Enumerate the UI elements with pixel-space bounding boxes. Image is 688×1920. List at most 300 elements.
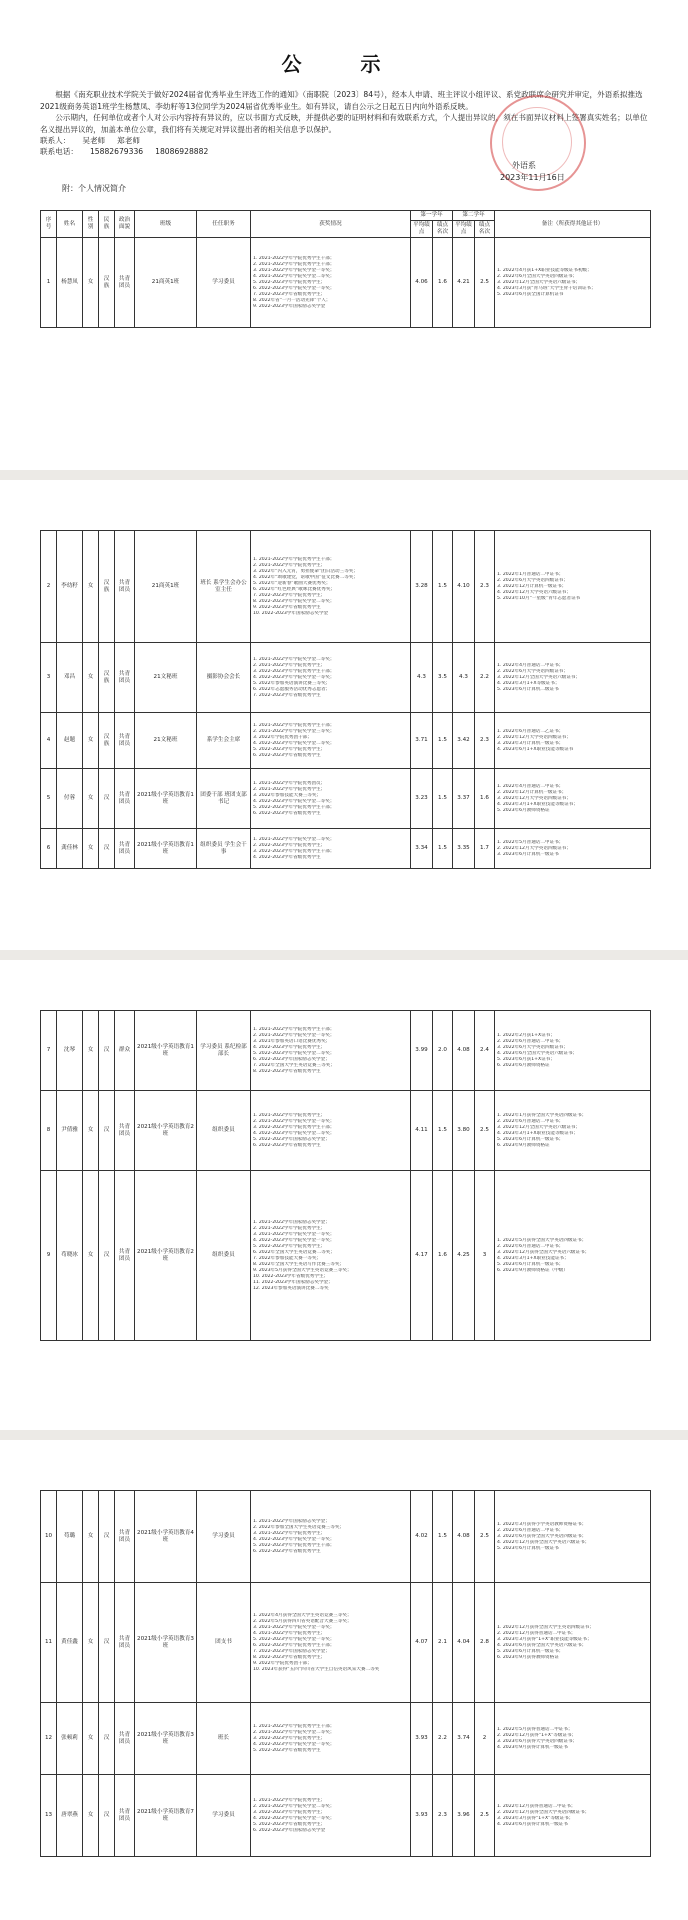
student-political: 共青团员	[115, 1171, 135, 1341]
award-item: 1. 2021-2022学年学院优秀学生；	[253, 1797, 326, 1803]
student-class: 21商英1班	[135, 531, 197, 643]
certificate-item: 1. 2022年12月获得普通话二甲证书；	[497, 1803, 576, 1809]
student-name: 沈琴	[57, 1011, 83, 1091]
gpa-year1: 4.17	[411, 1171, 433, 1341]
award-item: 4. 2022年“颂歌建党，讴歌中国”征文比赛二等奖；	[253, 574, 358, 580]
student-name: 唐翠燕	[57, 1775, 83, 1857]
gpa-year2: 4.3	[453, 643, 475, 713]
student-ethnic: 汉族	[99, 531, 115, 643]
award-item: 7. 2022-2023学年省级优秀学生	[253, 692, 321, 698]
student-awards	[251, 643, 411, 713]
award-item: 2. 2021-2022学年学院奖学金一等奖；	[253, 1032, 335, 1038]
award-item: 5. 2022-2023学年省级优秀学生；	[253, 1821, 326, 1827]
student-certificates	[495, 829, 651, 869]
student-awards	[251, 1011, 411, 1091]
header-ethnic: 民族	[99, 211, 115, 238]
student-political: 共青团员	[115, 829, 135, 869]
certificate-item: 2. 2022年12月大学英语四级证书；	[497, 734, 571, 740]
gpa-year1: 3.93	[411, 1775, 433, 1857]
student-gender: 女	[83, 1091, 99, 1171]
student-gender: 女	[83, 238, 99, 328]
student-gender: 女	[83, 1011, 99, 1091]
certificate-item: 1. 2022年4月获1+X职业技能等级证书初级；	[497, 267, 592, 273]
rank-year1: 2.1	[433, 1583, 453, 1703]
student-position: 组织委员	[197, 1091, 251, 1171]
student-name: 苟晓冰	[57, 1171, 83, 1341]
student-no: 4	[41, 713, 57, 769]
certificate-item: 4. 2022年12月大学英语六级证书；	[497, 589, 571, 595]
gpa-year1: 3.23	[411, 769, 433, 829]
award-item: 6. 2022年全国大学生英语竞赛二等奖；	[253, 1249, 335, 1255]
award-item: 4. 2022-2023学年学院奖学金二等奖；	[253, 1130, 335, 1136]
award-item: 4. 2022-2023学年学院奖学金二等奖；	[253, 740, 335, 746]
award-item: 3. 2021-2022学年学院优秀学生；	[253, 1530, 326, 1536]
header-year1: 第一学年	[411, 211, 453, 221]
student-no: 9	[41, 1171, 57, 1341]
award-item: 2. 2021-2022学年学院优秀学生；	[253, 662, 326, 668]
student-name: 尹倩雅	[57, 1091, 83, 1171]
student-no: 7	[41, 1011, 57, 1091]
rank-year1: 1.5	[433, 713, 453, 769]
student-awards	[251, 829, 411, 869]
rank-year2: 2.5	[475, 1775, 495, 1857]
certificate-item: 4. 2023年6月全国大学英语六级证书；	[497, 1050, 578, 1056]
certificate-item: 1. 2022年5月普通话二甲证书；	[497, 839, 564, 845]
award-item: 1. 2021-2022学年学院奖学金二等奖；	[253, 836, 335, 842]
award-item: 4. 2022-2023学年学院奖学金一等奖；	[253, 1741, 335, 1747]
notice-paragraph-2: 公示期内，任何单位或者个人对公示内容持有异议的，应以书面方式反映，并提供必要的证明材料和有效联系方式，个人提出异议的，须在书面异议材料上签署真实姓名；以单位名义提出异议的，加盖本单位公章，我们将有关规定对异议提出者的相关信息予以保护。	[40, 113, 648, 134]
document-page-2	[0, 480, 688, 950]
award-item: 2. 2021-2022学年学院奖学金三等奖；	[253, 728, 335, 734]
certificate-item: 4. 2023年3月1+X职业技能等级证书；	[497, 1130, 578, 1136]
header-political: 政治面貌	[115, 211, 135, 238]
student-political: 共青团员	[115, 1091, 135, 1171]
certificate-item: 4. 2023年6月1+X职业技能等级证书	[497, 746, 574, 752]
certificate-item: 3. 2022年12月获得全国大学英语六级证书；	[497, 1249, 590, 1255]
table-header-row	[41, 211, 651, 221]
certificate-item: 2. 2022年12月获得全国大学英语四级证书；	[497, 1809, 590, 1815]
certificate-item: 3. 2023年3月计算机一级证书；	[497, 740, 564, 746]
certificate-item: 1. 2022年12月获得全国大学生英语四级证书；	[497, 1624, 594, 1630]
certificate-item: 4. 2023年3月获“青马班”大学生骨干培训证书；	[497, 285, 596, 291]
student-awards	[251, 531, 411, 643]
award-item: 1. 2021-2022学年学院优秀学生干部；	[253, 1723, 335, 1729]
certificate-item: 6. 2023年9月获得教师资格证	[497, 1654, 559, 1660]
student-political: 共青团员	[115, 238, 135, 328]
header-awards: 获奖情况	[251, 211, 411, 238]
certificate-item: 6. 2023年9月教师资格证（中级）	[497, 1267, 568, 1273]
certificate-item: 3. 2022年12月全国大学英语六级证书；	[497, 674, 581, 680]
certificate-item: 1. 2022年2月获1+X证书；	[497, 1032, 555, 1038]
award-item: 5. 2022-2023学年学院优秀学生；	[253, 746, 326, 752]
award-item: 2. 2021-2022学年学院优秀学生干部；	[253, 261, 335, 267]
student-awards	[251, 1491, 411, 1583]
student-political: 群众	[115, 1011, 135, 1091]
student-position: 班长	[197, 1703, 251, 1775]
student-position: 学习委员 系纪检部部长	[197, 1011, 251, 1091]
rank-year2: 2.2	[475, 643, 495, 713]
student-name: 苟璐	[57, 1491, 83, 1583]
award-item: 3. 2022-2023学年学院优秀学生干部；	[253, 848, 335, 854]
student-certificates	[495, 1171, 651, 1341]
certificate-item: 4. 2023年3月1+X职业技能证书；	[497, 1255, 569, 1261]
rank-year1: 1.5	[433, 1491, 453, 1583]
award-item: 2. 2021-2022学年学院奖学金二等奖；	[253, 1803, 335, 1809]
contact-person-1: 吴老师	[82, 136, 106, 145]
student-name: 赵题	[57, 713, 83, 769]
student-ethnic: 汉	[99, 1775, 115, 1857]
document-page-1	[0, 0, 688, 470]
student-class: 21文秘班	[135, 713, 197, 769]
certificate-item: 2. 2022年6月普通话二甲证书；	[497, 1038, 564, 1044]
student-certificates	[495, 1491, 651, 1583]
header-year2: 第二学年	[453, 211, 495, 221]
gpa-year2: 3.80	[453, 1091, 475, 1171]
student-position: 团委干部 班团支部书记	[197, 769, 251, 829]
student-certificates	[495, 1583, 651, 1703]
student-position: 摄影协会会长	[197, 643, 251, 713]
certificate-item: 2. 2022年6月普通话二甲证书；	[497, 1118, 564, 1124]
gpa-year2: 3.74	[453, 1703, 475, 1775]
student-ethnic: 汉族	[99, 238, 115, 328]
student-certificates	[495, 1703, 651, 1775]
award-item: 6. 2022-2023学年学院优秀学生干部；	[253, 1642, 335, 1648]
gpa-year1: 4.3	[411, 643, 433, 713]
award-item: 7. 2022-2023学年国家励志奖学金；	[253, 1648, 330, 1654]
award-item: 7. 2022年全国大学生英语竞赛三等奖；	[253, 1062, 335, 1068]
award-item: 8. 2022年省“一月一活动先锋”个人；	[253, 297, 331, 303]
student-name: 黄佳鑫	[57, 1583, 83, 1703]
award-item: 6. 2022年志愿服务活动优秀志愿者；	[253, 686, 331, 692]
rank-year2: 1.6	[475, 769, 495, 829]
student-ethnic: 汉族	[99, 713, 115, 769]
rank-year2: 2.3	[475, 713, 495, 769]
student-awards	[251, 713, 411, 769]
student-certificates	[495, 1775, 651, 1857]
award-item: 9. 2022年学院优秀团干部；	[253, 1660, 312, 1666]
award-item: 4. 2022-2023学年学院奖学金一等奖；	[253, 674, 335, 680]
student-ethnic: 汉	[99, 1171, 115, 1341]
gpa-year1: 3.28	[411, 531, 433, 643]
contact-person-2: 郑老师	[117, 136, 140, 145]
student-political: 共青团员	[115, 643, 135, 713]
award-item: 12. 2023年参加英语演讲比赛二等奖	[253, 1285, 329, 1291]
student-no: 10	[41, 1491, 57, 1583]
certificate-item: 2. 2022年12月获得普通话二甲证书；	[497, 1630, 576, 1636]
award-item: 3. 2022年“闪入元宵，勇担使命”团日活动三等奖；	[253, 568, 358, 574]
header-rank-2: 绩点名次	[475, 221, 495, 238]
header-rank-1: 绩点名次	[433, 221, 453, 238]
award-item: 1. 2021-2022学年学院优秀学生干部；	[253, 722, 335, 728]
certificate-item: 1. 2022年5月获得全国大学英语四级证书；	[497, 1237, 587, 1243]
rank-year2: 2.4	[475, 1011, 495, 1091]
issuing-department: 外语系	[512, 161, 536, 170]
award-item: 3. 2021年参加英语口语比赛优秀奖；	[253, 1038, 331, 1044]
award-item: 3. 2021-2022学年学院奖学金一等奖；	[253, 1624, 335, 1630]
student-position: 组织委员	[197, 1171, 251, 1341]
award-item: 4. 2021-2022学年学院奖学金二等奖；	[253, 273, 335, 279]
award-item: 5. 2022-2023学年省级优秀学生	[253, 1747, 321, 1753]
student-political: 共青团员	[115, 769, 135, 829]
gpa-year2: 4.08	[453, 1491, 475, 1583]
student-certificates	[495, 1091, 651, 1171]
certificate-item: 3. 2022年12月全国大学英语六级证书；	[497, 279, 581, 285]
student-no: 2	[41, 531, 57, 643]
document-page-3	[0, 960, 688, 1430]
certificate-item: 5. 2023年6月计算机一级证书；	[497, 1261, 564, 1267]
award-item: 8. 2022年全国大学生英语写作比赛三等奖；	[253, 1261, 345, 1267]
certificate-item: 2. 2022年6月全国大学英语四级证书；	[497, 273, 578, 279]
award-item: 2. 2021-2022学年学院奖学金一等奖；	[253, 1118, 335, 1124]
student-no: 1	[41, 238, 57, 328]
student-awards	[251, 1171, 411, 1341]
rank-year2: 3	[475, 1171, 495, 1341]
student-class: 2021级小学英语教育2班	[135, 1171, 197, 1341]
student-no: 11	[41, 1583, 57, 1703]
award-item: 8. 2022-2023学年学院奖学金二等奖；	[253, 598, 335, 604]
phone-line: 联系电话： 15882679336 18086928882	[40, 147, 209, 156]
certificate-item: 1. 2022年5月获得普通话二甲证书；	[497, 1726, 573, 1732]
award-item: 5. 2022-2023学年国家励志奖学金；	[253, 1136, 330, 1142]
award-item: 1. 2021-2022学年学院优秀学生干部；	[253, 255, 335, 261]
award-item: 3. 2021-2022学年学院奖学金一等奖；	[253, 1231, 335, 1237]
student-class: 21文秘班	[135, 643, 197, 713]
award-item: 2. 2021-2022学年学院奖学金二等奖；	[253, 1729, 335, 1735]
student-political: 共青团员	[115, 713, 135, 769]
rank-year1: 1.5	[433, 829, 453, 869]
gpa-year1: 3.93	[411, 1703, 433, 1775]
award-item: 8. 2022-2023学年省级优秀学生；	[253, 1654, 326, 1660]
certificate-item: 5. 2023年6月获1+X证书；	[497, 1056, 555, 1062]
certificate-item: 5. 2023年6月获全国计算机证书	[497, 291, 564, 297]
gpa-year2: 3.96	[453, 1775, 475, 1857]
award-item: 6. 2022-2023学年国家励志奖学金；	[253, 1056, 330, 1062]
student-gender: 女	[83, 1775, 99, 1857]
award-item: 4. 2022-2023学年学院奖学金一等奖；	[253, 1237, 335, 1243]
student-political: 共青团员	[115, 1775, 135, 1857]
student-name: 付蓉	[57, 769, 83, 829]
student-ethnic: 汉	[99, 829, 115, 869]
award-item: 2. 2021-2022学年学院优秀学生；	[253, 1225, 326, 1231]
certificate-item: 2. 2022年6月普通话二甲证书；	[497, 1243, 564, 1249]
award-item: 9. 2023年5月获得全国大学生英语竞赛三等奖；	[253, 1267, 352, 1273]
student-position: 班长 系学生会办公室主任	[197, 531, 251, 643]
award-item: 5. 2022-2023学年学院奖学金一等奖；	[253, 1636, 335, 1642]
student-class: 2021级小学英语教育3班	[135, 1703, 197, 1775]
rank-year2: 1.7	[475, 829, 495, 869]
header-gpa-2: 平均绩点	[453, 221, 475, 238]
award-item: 7. 2022年参加技能大赛一等奖；	[253, 1255, 322, 1261]
issue-date: 2023年11月16日	[500, 173, 565, 182]
student-table-page-4	[40, 1490, 651, 1857]
header-gpa-1: 平均绩点	[411, 221, 433, 238]
award-item: 3. 2021-2022学年学院奖学金一等奖；	[253, 267, 335, 273]
gpa-year1: 3.99	[411, 1011, 433, 1091]
award-item: 5. 2022-2023学年学院优秀学生干部；	[253, 1542, 335, 1548]
student-row	[41, 1171, 651, 1341]
student-gender: 女	[83, 829, 99, 869]
certificate-item: 3. 2023年3月获得“1+X”等级证书；	[497, 1815, 574, 1821]
student-no: 13	[41, 1775, 57, 1857]
award-item: 6. 2022-2023学年省级优秀学生	[253, 1142, 321, 1148]
phone-1: 15882679336	[89, 147, 144, 156]
award-item: 1. 2022年4月获得全国大学生英语竞赛三等奖；	[253, 1612, 352, 1618]
gpa-year1: 3.34	[411, 829, 433, 869]
gpa-year2: 4.10	[453, 531, 475, 643]
student-class: 2021级小学英语教育7班	[135, 1775, 197, 1857]
award-item: 3. 2022-2023学年学院优秀学生；	[253, 1735, 326, 1741]
award-item: 2. 2021-2022学年学院优秀学生；	[253, 786, 326, 792]
student-table-page-2	[40, 530, 651, 869]
student-awards	[251, 1775, 411, 1857]
gpa-year2: 3.37	[453, 769, 475, 829]
award-item: 3. 2022-2023学年学院优秀学生干部；	[253, 668, 335, 674]
student-no: 3	[41, 643, 57, 713]
certificate-item: 1. 2022年1月获得全国大学英语四级证书；	[497, 1112, 587, 1118]
student-row	[41, 1011, 651, 1091]
student-name: 邓昌	[57, 643, 83, 713]
award-item: 6. 2022-2023学年省级优秀学生	[253, 752, 321, 758]
student-row	[41, 829, 651, 869]
gpa-year1: 4.06	[411, 238, 433, 328]
certificate-item: 4. 2023年9月获得计算机一级证书	[497, 1744, 568, 1750]
student-political: 共青团员	[115, 1491, 135, 1583]
student-certificates	[495, 643, 651, 713]
student-class: 2021级小学英语教育1班	[135, 769, 197, 829]
certificate-item: 1. 2022年4月普通话二甲证书；	[497, 783, 564, 789]
student-class: 2021级小学英语教育1班	[135, 829, 197, 869]
award-item: 9. 2022-2023学年省级优秀学生	[253, 604, 321, 610]
student-ethnic: 汉	[99, 1583, 115, 1703]
award-item: 6. 2022-2023学年省级优秀学生	[253, 810, 321, 816]
student-position: 学习委员	[197, 1491, 251, 1583]
student-awards	[251, 769, 411, 829]
student-gender: 女	[83, 531, 99, 643]
student-awards	[251, 1583, 411, 1703]
certificate-item: 5. 2023年6月教师资格证	[497, 807, 550, 813]
rank-year2: 2	[475, 1703, 495, 1775]
student-position: 团支书	[197, 1583, 251, 1703]
award-item: 1. 2021-2022学年国家励志奖学金；	[253, 1518, 330, 1524]
student-name: 张顿莉	[57, 1703, 83, 1775]
certificate-item: 6. 2023年9月教师资格证	[497, 1142, 550, 1148]
student-row	[41, 713, 651, 769]
student-position: 学习委员	[197, 1775, 251, 1857]
gpa-year1: 4.02	[411, 1491, 433, 1583]
award-item: 1. 2021-2022学年学院优秀学生干部；	[253, 1026, 335, 1032]
certificate-item: 4. 2023年3月1+X职业技能等级证书；	[497, 801, 578, 807]
award-item: 9. 2022-2023学年国家励志奖学金	[253, 303, 326, 309]
gpa-year1: 4.11	[411, 1091, 433, 1171]
certificate-item: 2. 2022年6月大学英语四级证书；	[497, 668, 568, 674]
student-certificates	[495, 713, 651, 769]
award-item: 4. 2022-2023学年学院奖学金一等奖；	[253, 1815, 335, 1821]
rank-year2: 2.5	[475, 238, 495, 328]
award-item: 6. 2022-2023学年学院奖学金一等奖；	[253, 285, 335, 291]
page-title: 公 示	[281, 52, 407, 76]
award-item: 4. 2022-2023学年学院奖学金二等奖；	[253, 798, 335, 804]
gpa-year2: 4.25	[453, 1171, 475, 1341]
award-item: 3. 2022年参加技能大赛三等奖；	[253, 792, 322, 798]
student-row	[41, 1091, 651, 1171]
gpa-year2: 3.42	[453, 713, 475, 769]
rank-year1: 1.5	[433, 769, 453, 829]
award-item: 10. 2022-2023学年省级优秀学生；	[253, 1273, 329, 1279]
award-item: 5. 2022-2023学年学院优秀学生；	[253, 279, 326, 285]
certificate-item: 5. 2023年6月计算机一级证书；	[497, 1648, 564, 1654]
student-no: 8	[41, 1091, 57, 1171]
award-item: 3. 2022-2023学年学院优秀学生；	[253, 1809, 326, 1815]
rank-year2: 2.5	[475, 1091, 495, 1171]
student-awards	[251, 238, 411, 328]
student-certificates	[495, 769, 651, 829]
award-item: 10. 2023年获得“五四”四川省大学生自信英语风采大赛二等奖	[253, 1666, 380, 1672]
certificate-item: 5. 2023年6月计算机二级证书	[497, 686, 559, 692]
certificate-item: 2. 2022年6月普通话二甲证书；	[497, 1527, 564, 1533]
student-row	[41, 1703, 651, 1775]
award-item: 1. 2021-2022学年学院优秀团员；	[253, 780, 326, 786]
rank-year2: 2.8	[475, 1583, 495, 1703]
student-table-page-1	[40, 210, 651, 328]
student-row	[41, 1775, 651, 1857]
student-gender: 女	[83, 769, 99, 829]
award-item: 4. 2021-2022学年学院优秀学生；	[253, 1630, 326, 1636]
rank-year1: 2.0	[433, 1011, 453, 1091]
student-ethnic: 汉	[99, 1491, 115, 1583]
certificate-item: 3. 2023年6月计算机一级证书	[497, 851, 559, 857]
award-item: 7. 2022-2023学年省级优秀学生；	[253, 291, 326, 297]
certificate-item: 3. 2022年6月获得全国大学英语四级证书；	[497, 1533, 587, 1539]
award-item: 2. 2022-2023学年学院优秀学生；	[253, 842, 326, 848]
header-gender: 性别	[83, 211, 99, 238]
rank-year2: 2.3	[475, 531, 495, 643]
student-awards	[251, 1703, 411, 1775]
award-item: 11. 2022-2023学年国家励志奖学金；	[253, 1279, 333, 1285]
student-class: 21商英1班	[135, 238, 197, 328]
certificate-item: 1. 2022年3月获得小学英语教师资格证书；	[497, 1521, 587, 1527]
student-gender: 女	[83, 1171, 99, 1341]
certificate-item: 3. 2022年6月大学英语四级证书；	[497, 1044, 568, 1050]
rank-year1: 1.5	[433, 1091, 453, 1171]
award-item: 4. 2022-2023学年学院优秀学生；	[253, 1044, 326, 1050]
student-class: 2021级小学英语教育2班	[135, 1091, 197, 1171]
student-ethnic: 汉族	[99, 643, 115, 713]
award-item: 8. 2022-2023学年省级优秀学生	[253, 1068, 321, 1074]
award-item: 1. 2021-2022学年学院优秀学生干部；	[253, 556, 335, 562]
award-item: 5. 2022年“迎新春”歌曲大赛优秀奖；	[253, 580, 331, 586]
award-item: 2. 2022年5月获得四川省英语配音大赛三等奖；	[253, 1618, 352, 1624]
student-class: 2021级小学英语教育1班	[135, 1011, 197, 1091]
gpa-year2: 3.35	[453, 829, 475, 869]
student-ethnic: 汉	[99, 1091, 115, 1171]
award-item: 6. 2022年“红色经典”歌咏比赛优秀奖；	[253, 586, 336, 592]
student-awards	[251, 1091, 411, 1171]
certificate-item: 3. 2022年12月计算机一级证书；	[497, 583, 567, 589]
student-table-page-3	[40, 1010, 651, 1341]
student-row	[41, 238, 651, 328]
student-row	[41, 643, 651, 713]
header-name: 姓名	[57, 211, 83, 238]
gpa-year2: 4.21	[453, 238, 475, 328]
award-item: 4. 2022-2023学年省级优秀学生	[253, 854, 321, 860]
header-remark: 备注（所获得其他证书）	[495, 211, 651, 238]
student-row	[41, 769, 651, 829]
award-item: 5. 2022-2023学年学院优秀学生干部；	[253, 804, 335, 810]
award-item: 5. 2022-2023学年学院优秀学生；	[253, 1243, 326, 1249]
certificate-item: 1. 2022年1月普通话二甲证书；	[497, 571, 564, 577]
appendix-title: 附：个人情况简介	[62, 184, 126, 193]
student-gender: 女	[83, 1491, 99, 1583]
